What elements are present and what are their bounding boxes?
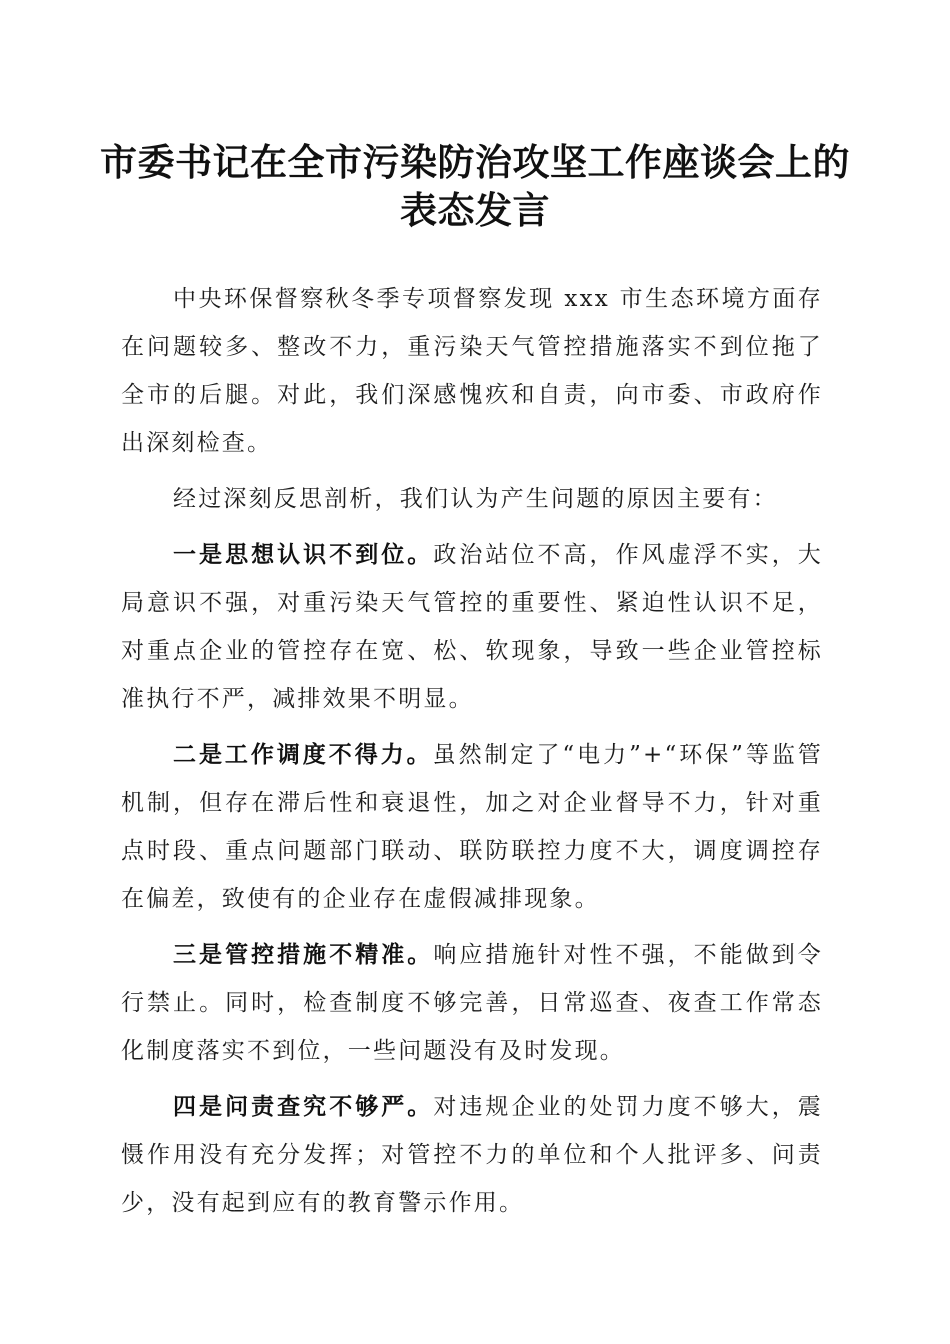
paragraph-text: 对违规企业的处罚力度不够大，震慑作用没有充分发挥；对管控不力的单位和个人批评多、问责少，没有起到应有的教育警示作用。 bbox=[121, 1094, 824, 1216]
paragraph-cause-3 bbox=[121, 931, 823, 1075]
paragraph-lead: 三是管控措施不精准。 bbox=[173, 941, 434, 968]
paragraph-intro bbox=[121, 275, 823, 467]
paragraph-cause-4 bbox=[121, 1083, 823, 1227]
paragraph-cause-1 bbox=[121, 531, 823, 723]
paragraph-text: 经过深刻反思剖析，我们认为产生问题的原因主要有： bbox=[173, 486, 778, 512]
document-body bbox=[121, 275, 823, 1235]
title-line-2: 表态发言 bbox=[400, 188, 550, 232]
document-title bbox=[100, 138, 850, 234]
paragraph-lead: 二是工作调度不得力。 bbox=[173, 741, 433, 768]
paragraph-causes-intro bbox=[121, 475, 823, 523]
paragraph-text: 中央环保督察秋冬季专项督察发现 xxx 市生态环境方面存在问题较多、整改不力，重污染天气管控措施落实不到位拖了全市的后腿。对此，我们深感愧疚和自责，向市委、市政府作出深刻检查。 bbox=[121, 286, 823, 456]
paragraph-lead: 一是思想认识不到位。 bbox=[173, 541, 434, 568]
paragraph-lead: 四是问责查究不够严。 bbox=[173, 1093, 434, 1120]
title-line-1: 市委书记在全市污染防治攻坚工作座谈会上的 bbox=[100, 140, 850, 184]
paragraph-text: 响应措施针对性不强，不能做到令行禁止。同时，检查制度不够完善，日常巡查、夜查工作常态化制度落实不到位，一些问题没有及时发现。 bbox=[121, 942, 824, 1064]
paragraph-cause-2 bbox=[121, 731, 823, 923]
paragraph-text: 政治站位不高，作风虚浮不实，大局意识不强，对重污染天气管控的重要性、紧迫性认识不足，对重点企业的管控存在宽、松、软现象，导致一些企业管控标准执行不严，减排效果不明显。 bbox=[121, 542, 824, 712]
paragraph-text: 虽然制定了“电力”+“环保”等监管机制，但存在滞后性和衰退性，加之对企业督导不力，针对重点时段、重点问题部门联动、联防联控力度不大，调度调控存在偏差，致使有的企业存在虚假减排现象。 bbox=[121, 742, 823, 912]
